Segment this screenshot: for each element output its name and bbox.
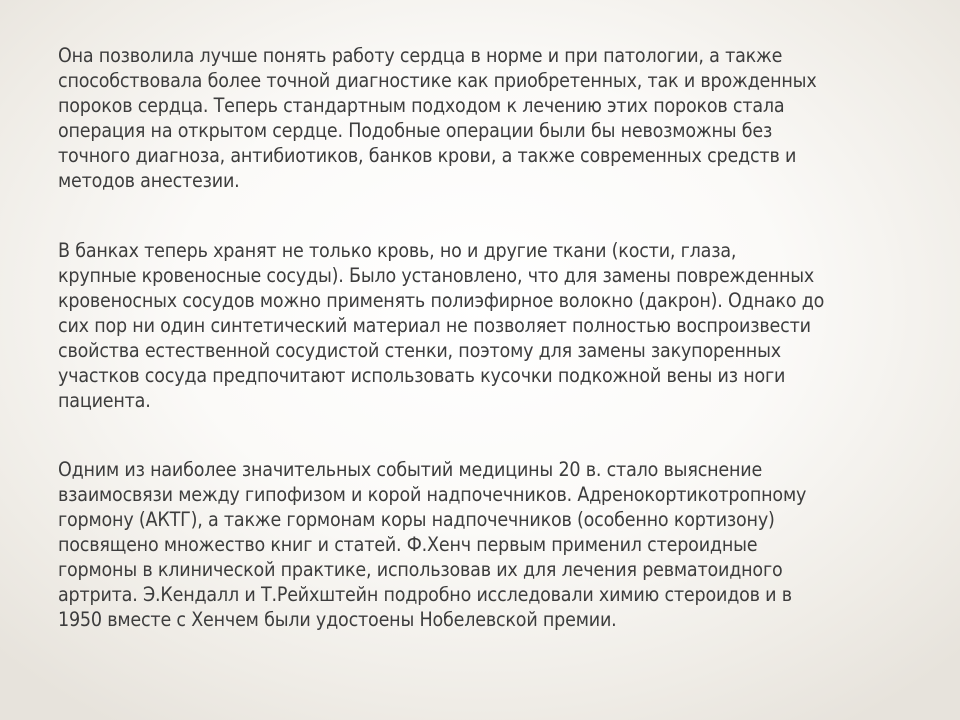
paragraph-tissue-banks: В банках теперь хранят не только кровь, но и другие ткани (кости, глаза, крупные кровеносные сосуды). Было установлено, что для замены поврежденных кровеносных сосудов можно применять полиэфирное волокно (дакрон). Однако до сих пор ни один синтетический материал не позволяет полностью воспроизвести свойства естественной сосудистой стенки, поэтому для замены закупоренных участков сосуда предпочитают использовать кусочки подкожной вены из ноги пациента. — [58, 239, 825, 412]
paragraph-hormones: Одним из наиболее значительных событий медицины 20 в. стало выяснение взаимосвязи между гипофизом и корой надпочечников. Адренокортикотропному гормону (АКТГ), а также гормонам коры надпочечников (особенно кортизону) посвящено множество книг и статей. Ф.Хенч первым применил стероидные гормоны в клинической практике, использовав их для лечения ревматоидного артрита. Э.Кендалл и Т.Рейхштейн подробно исследовали химию стероидов и в 1950 вместе с Хенчем были удостоены Нобелевской премии. — [58, 458, 807, 631]
paragraph-heart-surgery: Она позволила лучше понять работу сердца в норме и при патологии, а также способствовала более точной диагностике как приобретенных, так и врожденных пороков сердца. Теперь стандартным подходом к лечению этих пороков стала операция на открытом сердце. Подобные операции были бы невозможны без точного диагноза, антибиотиков, банков крови, а также современных средств и методов анестезии. — [58, 44, 817, 192]
